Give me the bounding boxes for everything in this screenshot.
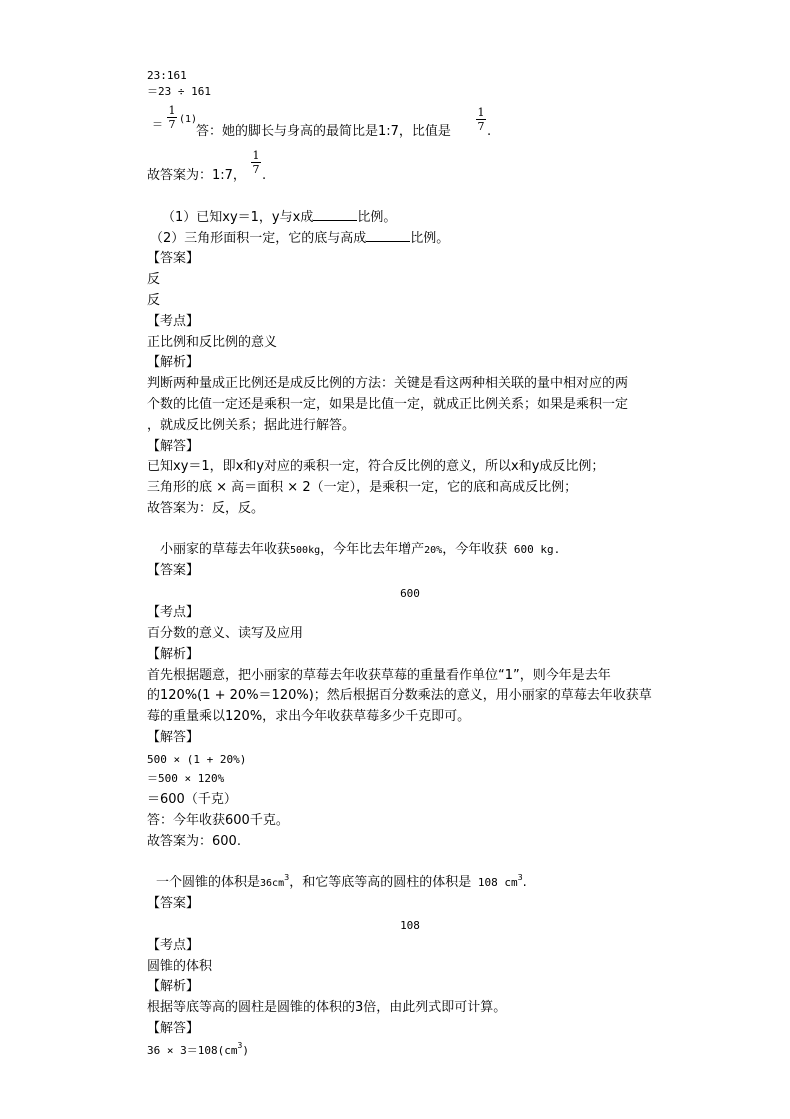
analysis-line: 的120%(1 + 20%＝120%)；然后根据百分数乘法的意义，用小丽家的草莓去年收获草 [147, 688, 652, 703]
heading-point: 【考点】 [147, 605, 200, 620]
answer-blank [313, 208, 357, 221]
calc-line-ratio: 23:161 [147, 69, 187, 82]
answer-value: 600 [400, 587, 420, 600]
question-4: 一个圆锥的体积是$36cm^3$，和它等底等高的圆柱的体积是 108 $cm^3$. [156, 873, 527, 890]
solution-line: ＝600（千克） [147, 792, 237, 807]
solution-line: 三角形的底 × 高＝面积 × 2（一定），是乘积一定，它的底和高成反比例； [147, 480, 578, 495]
sub-question-marker: (1) [179, 114, 198, 125]
point-text: 圆锥的体积 [147, 959, 213, 974]
analysis-line: 莓的重量乘以120%，求出今年收获草莓多少千克即可。 [147, 709, 471, 724]
solution-line: 500 × (1 + 20%) [147, 753, 247, 766]
solution-line: $36 \times 3=108(cm^3)$ [147, 1041, 249, 1057]
question-3: 小丽家的草莓去年收获500kg，今年比去年增产20%，今年收获 600 kg. [160, 542, 561, 557]
solution-line: 答：今年收获600千克。 [147, 813, 289, 828]
fraction-ratio-value: $\frac{1}{7}$ [477, 106, 485, 133]
analysis-line: 判断两种量成正比例还是成反比例的方法：关键是看这两种相关联的量中相对应的两 [147, 376, 629, 391]
heading-analysis: 【解析】 [147, 647, 200, 662]
question-2-1: （1）已知xy＝1，y与x成 比例。 [162, 210, 397, 225]
heading-analysis: 【解析】 [147, 355, 200, 370]
solution-line: 故答案为：反，反。 [147, 501, 265, 516]
point-text: 正比例和反比例的意义 [147, 335, 278, 350]
heading-answer: 【答案】 [147, 251, 200, 266]
point-text: 百分数的意义、读写及应用 [147, 626, 304, 641]
answer-blank [366, 229, 410, 242]
heading-answer: 【答案】 [147, 896, 200, 911]
analysis-line: ，就成反比例关系；据此进行解答。 [147, 418, 356, 433]
answer-line: 反 [147, 272, 161, 287]
period: . [487, 124, 492, 139]
analysis-line: 个数的比值一定还是乘积一定，如果是比值一定，就成正比例关系；如果是乘积一定 [147, 397, 629, 412]
answer-line: 反 [147, 293, 161, 308]
solution-line: ＝500 × 120% [147, 772, 225, 785]
period: . [262, 168, 267, 183]
heading-solution: 【解答】 [147, 730, 200, 745]
solution-line: 已知xy＝1，即x和y对应的乘积一定，符合反比例的意义，所以x和y成反比例； [147, 459, 605, 474]
calc-line-division: ＝23 ÷ 161 [147, 85, 211, 98]
heading-answer: 【答案】 [147, 563, 200, 578]
solution-line: 故答案为：600. [147, 834, 241, 849]
question-2-2: （2）三角形面积一定，它的底与高成 比例。 [150, 231, 450, 246]
answer-value: 108 [400, 919, 420, 932]
calc-equals: ＝ [152, 118, 163, 131]
heading-analysis: 【解析】 [147, 979, 200, 994]
fraction-one-seventh: $\frac{1}{7}$ [168, 104, 176, 131]
fraction-final: $\frac{1}{7}$ [252, 149, 260, 176]
heading-point: 【考点】 [147, 314, 200, 329]
heading-solution: 【解答】 [147, 439, 200, 454]
answer-ratio-text: 答：她的脚长与身高的最简比是1:7，比值是 [196, 124, 451, 139]
final-answer-text: 故答案为：1:7， [147, 168, 246, 183]
heading-point: 【考点】 [147, 938, 200, 953]
heading-solution: 【解答】 [147, 1021, 200, 1036]
analysis-line: 根据等底等高的圆柱是圆锥的体积的3倍，由此列式即可计算。 [147, 1000, 507, 1015]
analysis-line: 首先根据题意，把小丽家的草莓去年收获草莓的重量看作单位“1”，则今年是去年 [147, 668, 611, 683]
